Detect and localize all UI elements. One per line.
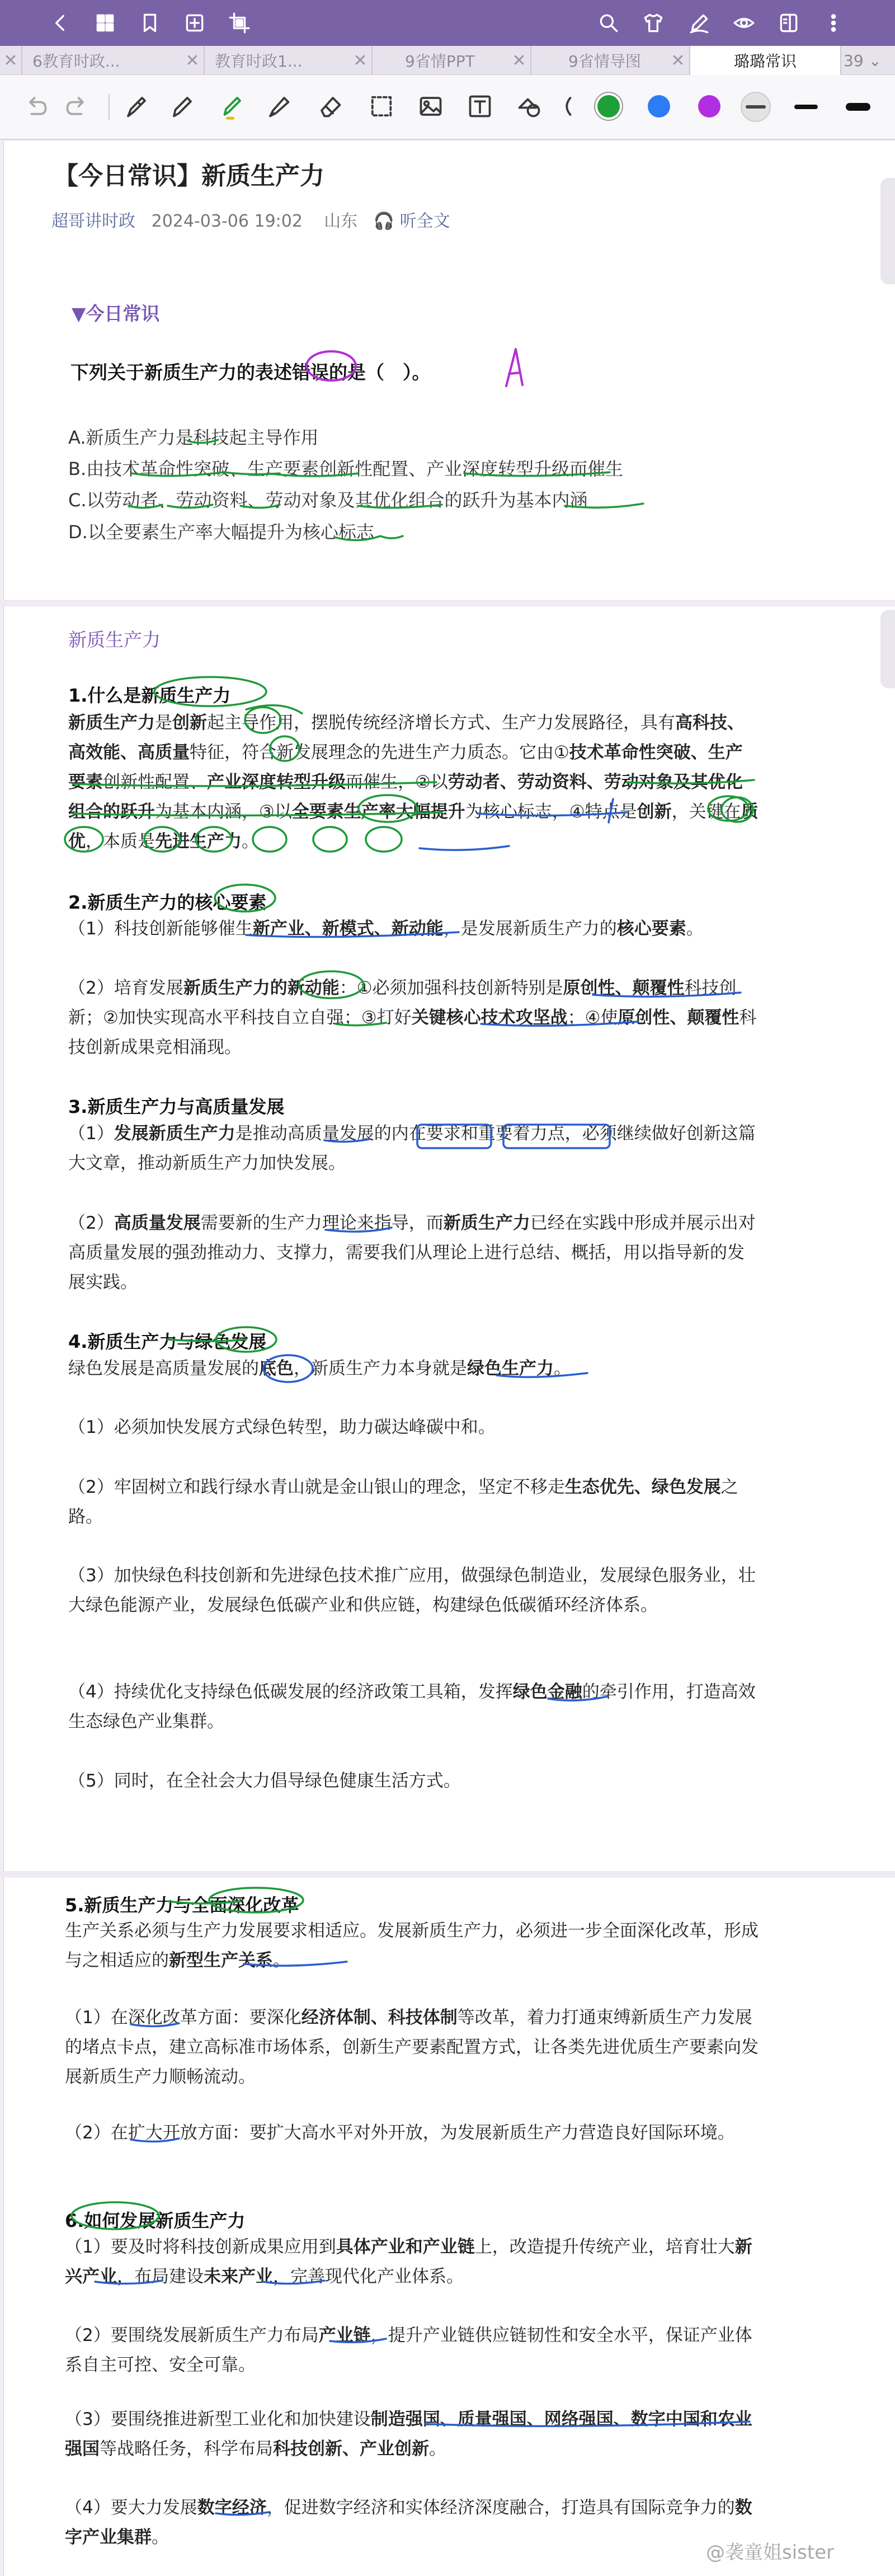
more-icon[interactable] bbox=[818, 7, 849, 39]
quiz-heading: ▼今日常识 bbox=[72, 303, 160, 325]
paragraph: 生产关系必须与生产力发展要求相适应。发展新质生产力，必须进一步全面深化改革，形成与之相适应的新型生产关系。 bbox=[65, 1921, 759, 1971]
paragraph: 绿色发展是高质量发展的底色，新质生产力本身就是绿色生产力。 bbox=[68, 1358, 571, 1379]
marker-icon[interactable] bbox=[262, 90, 295, 123]
paragraph: （2）在扩大开放方面：要扩大高水平对外开放，为发展新质生产力营造良好国际环境。 bbox=[65, 2123, 735, 2143]
tab-3[interactable] bbox=[531, 46, 690, 75]
close-icon[interactable]: ✕ bbox=[353, 50, 368, 70]
quiz-option-d: D.以全要素生产率大幅提升为核心标志 bbox=[68, 521, 374, 543]
stroke-width-thick[interactable] bbox=[846, 103, 870, 111]
add-page-icon[interactable] bbox=[179, 7, 210, 39]
close-icon[interactable]: ✕ bbox=[512, 50, 526, 70]
paragraph: （1）在深化改革方面：要深化经济体制、科技体制等改革，着力打通束缚新质生产力发展的堵点卡点，建立高标准市场体系，创新生产要素配置方式，让各类先进优质生产要素向发展新质生产力顺畅流动。 bbox=[65, 2008, 759, 2087]
sidebar-icon[interactable] bbox=[773, 7, 804, 39]
page-side-handle[interactable] bbox=[880, 610, 895, 688]
quiz-stem: 下列关于新质生产力的表述错误的是（ ）。 bbox=[70, 361, 431, 383]
color-swatch-blue[interactable] bbox=[648, 95, 670, 117]
tool-divider bbox=[109, 94, 110, 120]
paragraph: （2）高质量发展需要新的生产力理论来指导，而新质生产力已经在实践中形成并展示出对高质量发展的强劲推动力、支撑力，需要我们从理论上进行总结、概括，用以指导新的发展实践。 bbox=[68, 1213, 756, 1292]
paragraph: （1）必须加快发展方式绿色转型，助力碳达峰碳中和。 bbox=[68, 1417, 496, 1437]
page-side-handle[interactable] bbox=[880, 178, 895, 284]
stroke-width-selected[interactable] bbox=[741, 92, 771, 122]
heading-1: 1.什么是新质生产力 bbox=[68, 685, 231, 706]
paragraph: （2）牢固树立和践行绿水青山就是金山银山的理念，坚定不移走生态优先、绿色发展之路。 bbox=[68, 1477, 738, 1527]
shape-icon[interactable] bbox=[512, 90, 546, 123]
quiz-option-a: A.新质生产力是科技起主导作用 bbox=[68, 427, 319, 448]
quiz-option-c: C.以劳动者、劳动资料、劳动对象及其优化组合的跃升为基本内涵 bbox=[68, 490, 588, 511]
article-meta bbox=[51, 207, 450, 232]
image-icon[interactable] bbox=[414, 90, 447, 123]
text-icon[interactable] bbox=[463, 90, 497, 123]
paragraph: （3）要围绕推进新型工业化和加快建设制造强国、质量强国、网络强国、数字中国和农业强国等战略任务，科学布局科技创新、产业创新。 bbox=[65, 2409, 752, 2459]
tab-count[interactable] bbox=[844, 46, 882, 75]
heading-4: 4.新质生产力与绿色发展 bbox=[68, 1331, 267, 1352]
paragraph: （5）同时，在全社会大力倡导绿色健康生活方式。 bbox=[68, 1771, 461, 1791]
section-title: 新质生产力 bbox=[68, 629, 161, 651]
undo-icon[interactable] bbox=[19, 90, 53, 123]
close-icon[interactable]: ✕ bbox=[671, 50, 685, 70]
eraser-icon[interactable] bbox=[313, 90, 347, 123]
stroke-width-medium[interactable] bbox=[794, 105, 818, 109]
app-bar bbox=[0, 0, 895, 46]
heading-2: 2.新质生产力的核心要素 bbox=[68, 892, 267, 913]
close-icon[interactable]: ✕ bbox=[3, 50, 18, 70]
highlighter-icon[interactable] bbox=[215, 90, 248, 123]
back-arrow-icon[interactable] bbox=[45, 7, 76, 39]
redo-icon[interactable] bbox=[60, 90, 94, 123]
tab-2[interactable] bbox=[373, 46, 531, 75]
paragraph: （2）培育发展新质生产力的新动能：①必须加强科技创新特别是原创性、颠覆性科技创新；②加快实现高水平科技自立自强；③打好关键核心技术攻坚战；④使原创性、颠覆性科技创新成果竞相涌现。 bbox=[68, 978, 757, 1057]
tool-bar bbox=[0, 75, 895, 140]
close-icon[interactable]: ✕ bbox=[185, 50, 200, 70]
crop-icon[interactable] bbox=[224, 7, 255, 39]
tab-label: 6教育时政... bbox=[32, 52, 120, 70]
tab-overflow-close[interactable] bbox=[0, 46, 22, 75]
page-divider bbox=[0, 600, 895, 607]
watermark: @袭童姐sister bbox=[706, 2541, 835, 2564]
page-divider bbox=[0, 1871, 895, 1878]
tab-1[interactable] bbox=[205, 46, 373, 75]
tab-count-label: 39 bbox=[844, 51, 864, 70]
tab-0[interactable] bbox=[22, 46, 205, 75]
paragraph: （1）要及时将科技创新成果应用到具体产业和产业链上，改造提升传统产业，培育壮大新兴产业，布局建设未来产业，完善现代化产业体系。 bbox=[65, 2237, 752, 2287]
tab-label: 璐璐常识 bbox=[734, 52, 797, 70]
chevron-down-icon: ⌄ bbox=[868, 51, 882, 70]
tab-label: 9省情PPT bbox=[405, 52, 475, 70]
paragraph: （1）科技创新能够催生新产业、新模式、新动能，是发展新质生产力的核心要素。 bbox=[68, 919, 704, 939]
tab-label: 9省情导图 bbox=[568, 52, 641, 70]
tab-strip bbox=[0, 46, 895, 75]
listen-button[interactable] bbox=[374, 211, 450, 231]
color-swatch-green[interactable] bbox=[597, 95, 620, 117]
shirt-icon[interactable] bbox=[638, 7, 669, 39]
selection-icon[interactable] bbox=[365, 90, 398, 123]
heading-5: 5.新质生产力与全面深化改革 bbox=[65, 1895, 299, 1916]
author-name[interactable]: 超哥讲时政 bbox=[51, 211, 135, 231]
paragraph: （1）发展新质生产力是推动高质量发展的内在要求和重要着力点，必须继续做好创新这篇大文章，推动新质生产力加快发展。 bbox=[68, 1124, 756, 1173]
bookmark-icon[interactable] bbox=[134, 7, 166, 39]
lasso-pen-icon[interactable] bbox=[120, 90, 153, 123]
listen-label: 听全文 bbox=[399, 211, 450, 231]
paragraph: （2）要围绕发展新质生产力布局产业链，提升产业链供应链韧性和安全水平，保证产业体系自主可控、安全可靠。 bbox=[65, 2325, 752, 2375]
color-swatch-purple[interactable] bbox=[698, 95, 720, 117]
paragraph: 新质生产力是创新起主导作用，摆脱传统经济增长方式、生产力发展路径，具有高科技、高效能、高质量特征，符合新发展理念的先进生产力质态。它由①技术革命性突破、生产要素创新性配置、产业深度转型升级而催生，②以劳动者、劳动资料、劳动对象及其优化组合的跃升为基本内涵，③以全要素生产率大幅提升为核心标志，④特点是创新，关键在质优，本质是先进生产力。 bbox=[68, 713, 759, 852]
pencil-icon[interactable] bbox=[166, 90, 199, 123]
search-icon[interactable] bbox=[593, 7, 624, 39]
grid-icon[interactable] bbox=[90, 7, 121, 39]
heading-3: 3.新质生产力与高质量发展 bbox=[68, 1096, 285, 1117]
article-title: 【今日常识】新质生产力 bbox=[54, 162, 324, 190]
eye-icon[interactable] bbox=[728, 7, 760, 39]
quiz-option-b: B.由技术革命性突破、生产要素创新性配置、产业深度转型升级而催生 bbox=[68, 458, 624, 480]
paragraph: （3）加快绿色科技创新和先进绿色技术推广应用，做强绿色制造业，发展绿色服务业，壮大绿色能源产业，发展绿色低碳产业和供应链，构建绿色低碳循环经济体系。 bbox=[68, 1566, 756, 1615]
tab-active[interactable] bbox=[690, 46, 841, 75]
location: 山东 bbox=[324, 211, 358, 231]
paragraph: （4）持续优化支持绿色低碳发展的经济政策工具箱，发挥绿色金融的牵引作用，打造高效生态绿色产业集群。 bbox=[68, 1682, 756, 1732]
more-tool-icon[interactable] bbox=[555, 90, 577, 123]
headphones-icon: 🎧 bbox=[373, 211, 395, 231]
tab-label: 教育时政1... bbox=[215, 52, 303, 70]
publish-datetime: 2024-03-06 19:02 bbox=[151, 211, 303, 231]
pen-edit-icon[interactable] bbox=[684, 7, 715, 39]
paragraph: （4）要大力发展数字经济，促进数字经济和实体经济深度融合，打造具有国际竞争力的数字产业集群。 bbox=[65, 2498, 752, 2547]
heading-6: 6.如何发展新质生产力 bbox=[65, 2210, 246, 2231]
